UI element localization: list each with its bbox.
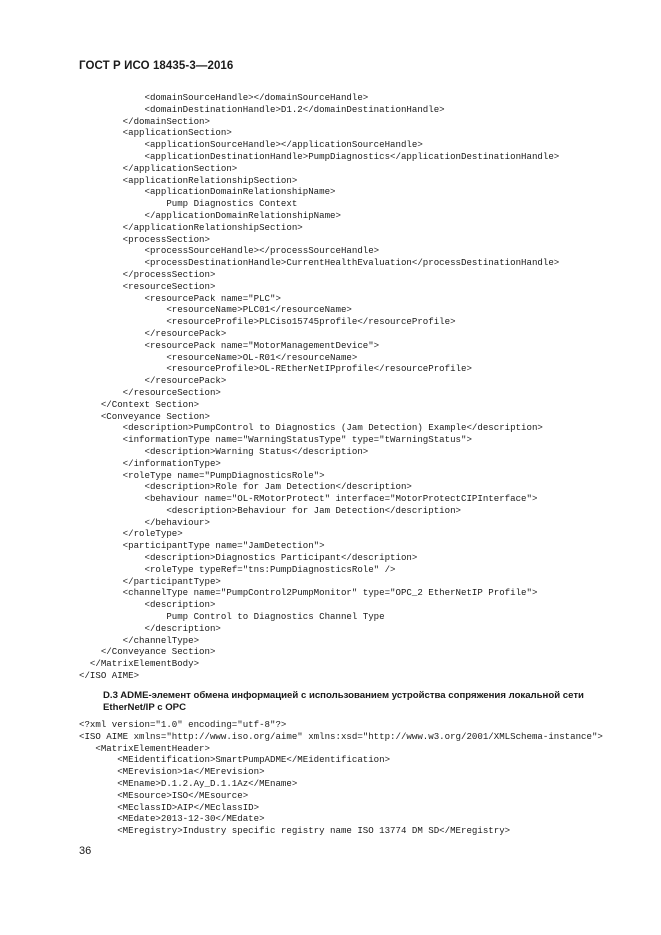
- code-line: </Conveyance Section>: [79, 646, 216, 658]
- code-line: <roleType name="PumpDiagnosticsRole">: [79, 469, 325, 481]
- code-line: <description>Role for Jam Detection</description>: [79, 481, 412, 493]
- page-number: 36: [79, 845, 92, 857]
- code-line: <applicationDomainRelationshipName>: [79, 186, 336, 198]
- code-line: <?xml version="1.0" encoding="utf-8"?>: [79, 719, 287, 730]
- code-line: <description>PumpControl to Diagnostics (Jam Detection) Example</description>: [79, 422, 543, 434]
- code-line: </resourcePack>: [79, 327, 227, 339]
- code-line: <processSourceHandle></processSourceHandle>: [79, 245, 380, 257]
- code-line: </resourceSection>: [79, 386, 221, 398]
- code-line: </applicationDomainRelationshipName>: [79, 209, 341, 221]
- code-line: <resourceProfile>PLCiso15745profile</resourceProfile>: [79, 316, 456, 328]
- code-line: </channelType>: [79, 634, 200, 646]
- code-line: <description>Behaviour for Jam Detection</description>: [79, 504, 461, 516]
- code-line: Pump Diagnostics Context: [79, 198, 298, 210]
- code-line: <description>Warning Status</description>: [79, 445, 369, 457]
- code-line: </resourcePack>: [79, 375, 227, 387]
- code-line: </processSection>: [79, 268, 216, 280]
- code-line: <MEclassID>AIP</MEclassID>: [79, 801, 260, 813]
- code-line: <MEidentification>SmartPumpADME</MEidentification>: [79, 754, 391, 766]
- code-line: </roleType>: [79, 528, 183, 540]
- code-line: <MEname>D.1.2.Ay_D.1.1Az</MEname>: [79, 777, 298, 789]
- code-line: <channelType name="PumpControl2PumpMonitor" type="OPC_2 EtherNetIP Profile">: [79, 587, 538, 599]
- xml-code-listing-d3: [79, 719, 639, 837]
- section-heading-d3: D.3 ADME-элемент обмена информацией с использованием устройства сопряжения локальной сети EtherNet/IP с OPC: [103, 690, 584, 714]
- code-line: <processDestinationHandle>CurrentHealthEvaluation</processDestinationHandle>: [79, 257, 560, 269]
- xml-code-listing-continued: [79, 92, 639, 682]
- code-line: </participantType>: [79, 575, 221, 587]
- code-line: <description>Diagnostics Participant</description>: [79, 552, 418, 564]
- code-line: <ISO AIME xmlns="http://www.iso.org/aime" xmlns:xsd="http://www.w3.org/2001/XMLSchema-instance">: [79, 730, 603, 742]
- code-line: <description>: [79, 599, 216, 611]
- code-line: <MEsource>ISO</MEsource>: [79, 789, 249, 801]
- code-line: <participantType name="JamDetection">: [79, 540, 325, 552]
- page-header-standard-code: ГОСТ Р ИСО 18435-3—2016: [79, 60, 234, 72]
- code-line: <behaviour name="OL-RMotorProtect" interface="MotorProtectCIPInterface">: [79, 493, 538, 505]
- code-line: <resourcePack name="PLC">: [79, 292, 281, 304]
- code-line: </domainSection>: [79, 115, 210, 127]
- code-line: <MatrixElementHeader>: [79, 742, 210, 754]
- code-line: </MatrixElementBody>: [79, 658, 200, 670]
- code-line: <roleType typeRef="tns:PumpDiagnosticsRole" />: [79, 563, 396, 575]
- code-line: <MEdate>2013-12-30</MEdate>: [79, 813, 265, 825]
- code-line: <applicationSourceHandle></applicationSourceHandle>: [79, 139, 423, 151]
- code-line: </informationType>: [79, 457, 221, 469]
- code-line: <resourceName>PLC01</resourceName>: [79, 304, 352, 316]
- code-line: <applicationDestinationHandle>PumpDiagnostics</applicationDestinationHandle>: [79, 150, 560, 162]
- code-line: <Conveyance Section>: [79, 410, 210, 422]
- code-line: </applicationRelationshipSection>: [79, 221, 303, 233]
- code-line: <domainSourceHandle></domainSourceHandle>: [79, 92, 369, 103]
- code-line: <resourceSection>: [79, 280, 216, 292]
- code-line: <domainDestinationHandle>D1.2</domainDestinationHandle>: [79, 103, 445, 115]
- code-line: </Context Section>: [79, 398, 200, 410]
- code-line: <resourceName>OL-R01</resourceName>: [79, 351, 358, 363]
- code-line: <MEregistry>Industry specific registry name ISO 13774 DM SD</MEregistry>: [79, 825, 511, 837]
- code-line: <resourceProfile>OL-REtherNetIPprofile</resourceProfile>: [79, 363, 472, 375]
- code-line: <informationType name="WarningStatusType" type="tWarningStatus">: [79, 434, 472, 446]
- code-line: </applicationSection>: [79, 162, 238, 174]
- code-line: <applicationRelationshipSection>: [79, 174, 298, 186]
- code-line: Pump Control to Diagnostics Channel Type: [79, 611, 385, 623]
- code-line: <processSection>: [79, 233, 210, 245]
- code-line: <resourcePack name="MotorManagementDevice">: [79, 339, 380, 351]
- code-line: <applicationSection>: [79, 127, 232, 139]
- code-line: </description>: [79, 622, 221, 634]
- code-line: </ISO AIME>: [79, 670, 140, 682]
- code-line: </behaviour>: [79, 516, 210, 528]
- code-line: <MErevision>1a</MErevision>: [79, 766, 265, 778]
